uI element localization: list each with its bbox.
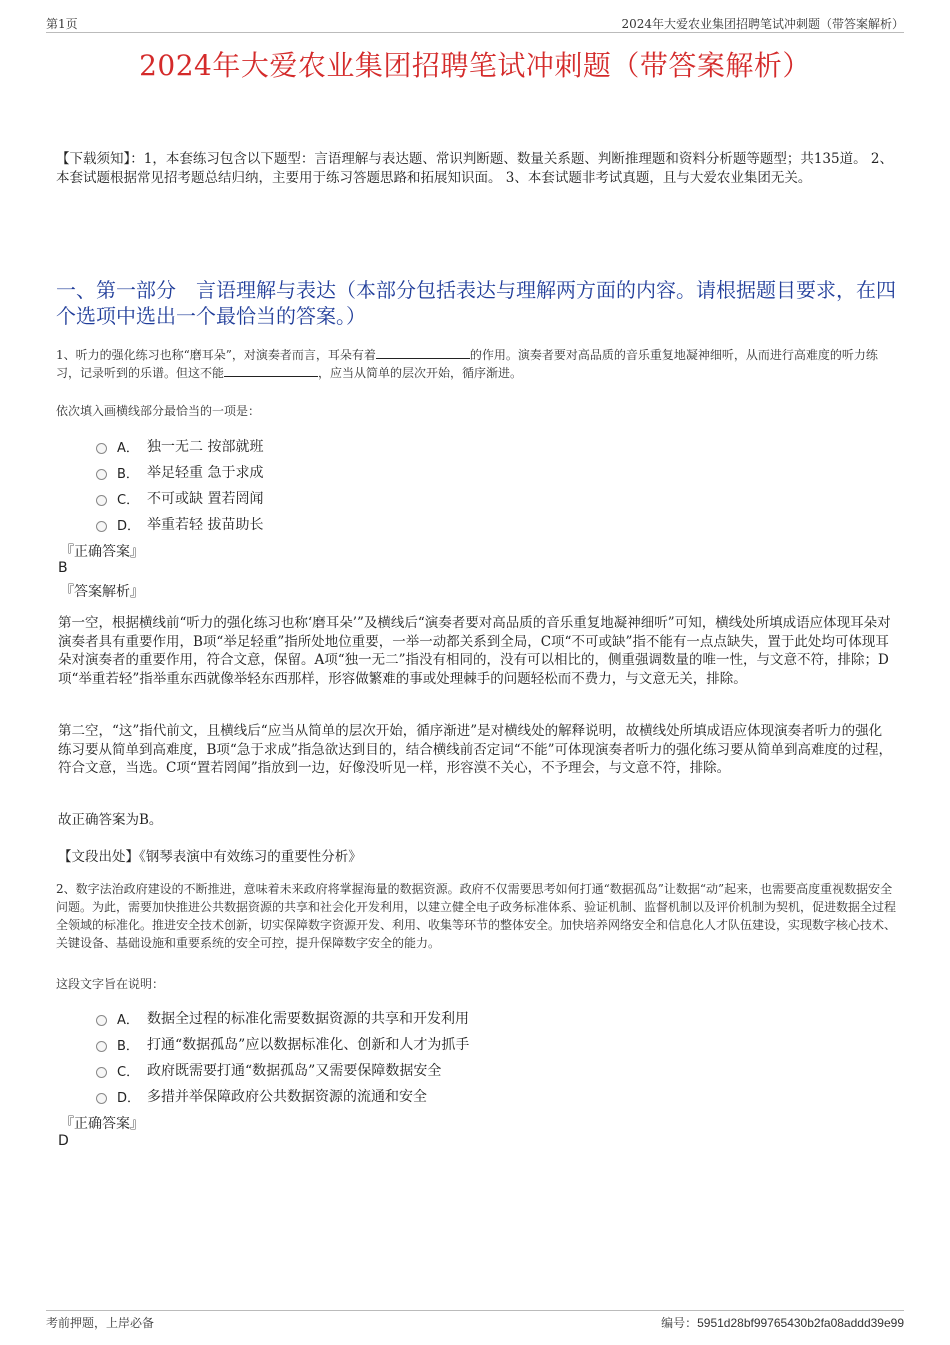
page-header xyxy=(46,14,904,33)
analysis-label: 『答案解析』 xyxy=(60,584,144,600)
radio-icon[interactable] xyxy=(96,1015,107,1026)
answer-label: 『正确答案』 xyxy=(60,1116,144,1132)
blank-1 xyxy=(376,346,470,359)
radio-icon[interactable] xyxy=(96,469,107,480)
question-1-prompt: 依次填入画横线部分最恰当的一项是： xyxy=(56,404,261,418)
radio-icon[interactable] xyxy=(96,443,107,454)
document-title: 2024年大爱农业集团招聘笔试冲刺题（带答案解析） xyxy=(139,49,811,82)
footer-divider xyxy=(46,1310,904,1311)
option-d[interactable]: D． 多措并举保障政府公共数据资源的流通和安全 xyxy=(96,1083,469,1109)
option-a[interactable]: A． 独一无二 按部就班 xyxy=(96,433,263,459)
radio-icon[interactable] xyxy=(96,1093,107,1104)
footer-slogan: 考前押题，上岸必备 xyxy=(46,1316,155,1330)
answer-label: 『正确答案』 xyxy=(60,544,144,560)
radio-icon[interactable] xyxy=(96,495,107,506)
question-1-options xyxy=(96,433,263,537)
option-c[interactable]: C． 政府既需要打通“数据孤岛”又需要保障数据安全 xyxy=(96,1057,469,1083)
source-citation: 【文段出处】《钢琴表演中有效练习的重要性分析》 xyxy=(58,849,362,865)
analysis-paragraph-2: 第二空，“这”指代前文，且横线后“应当从简单的层次开始，循序渐进”是对横线处的解释说明，故横线处所填成语应体现演奏者听力的强化练习要从简单到高难度，B项“急于求成”指急欲达到目的，结合横线前否定词“不能”可体现演奏者听力的强化练习要从简单到高难度的过程，符合文意，当选。C项“置若罔闻”指放到一边，好像没听见一样，形容漠不关心，不予理会，与文意不符，排除。 xyxy=(58,723,893,776)
option-a[interactable]: A． 数据全过程的标准化需要数据资源的共享和开发利用 xyxy=(96,1005,469,1031)
radio-icon[interactable] xyxy=(96,1041,107,1052)
answer-value: B xyxy=(58,560,68,576)
answer-value: D xyxy=(58,1133,69,1149)
download-notice: 【下载须知】：1，本套练习包含以下题型：言语理解与表达题、常识判断题、数量关系题、判断推理题和资料分析题等题型；共135道。 2、本套试题根据常见招考题总结归纳，主要用于练习答题思路和拓展知识面。 3、本套试题非考试真题，且与大爱农业集团无关。 xyxy=(56,151,893,186)
section-heading: 一、第一部分 言语理解与表达（本部分包括表达与理解两方面的内容。请根据题目要求，在四个选项中选出一个最恰当的答案。） xyxy=(56,278,896,328)
footer-code: 编号：5951d28bf99765430b2fa08addd39e99 xyxy=(661,1316,904,1330)
analysis-paragraph-1: 第一空，根据横线前“听力的强化练习也称‘磨耳朵’”及横线后“演奏者要对高品质的音乐重复地凝神细听”可知，横线处所填成语应体现耳朵对演奏者具有重要作用，B项“举足轻重”指所处地位重要，一举一动都关系到全局，C项“不可或缺”指不能有一点点缺失，置于此处均可体现耳朵对演奏者的重要作用，符合文意，保留。A项“独一无二”指没有相同的，没有可以相比的，侧重强调数量的唯一性，与文意不符，排除；D项“举重若轻”指举重东西就像举轻东西那样，形容做繁难的事或处理棘手的问题轻松而不费力，与文意无关，排除。 xyxy=(58,615,891,687)
option-d[interactable]: D． 举重若轻 拔苗助长 xyxy=(96,511,263,537)
question-2-stem: 2、数字法治政府建设的不断推进，意味着未来政府将掌握海量的数据资源。政府不仅需要思考如何打通“数据孤岛”让数据“动”起来，也需要高度重视数据安全问题。为此，需要加快推进公共数据资源的共享和社会化开发利用，以建立健全电子政务标准体系、验证机制、监督机制以及评价机制为契机，促进数据全过程全领域的标准化。推进安全技术创新，切实保障数字资源开发、利用、收集等环节的整体安全。加快培养网络安全和信息化人才队伍建设，实现数字核心技术、关键设备、基础设施和重要系统的安全可控，提升保障数字安全的能力。 xyxy=(56,882,897,950)
option-c[interactable]: C． 不可或缺 置若罔闻 xyxy=(96,485,263,511)
blank-2 xyxy=(224,364,318,377)
question-1-stem: 1、听力的强化练习也称“磨耳朵”，对演奏者而言，耳朵有着 的作用。演奏者要对高品质的音乐重复地凝神细听，从而进行高难度的听力练习，记录听到的乐谱。但这不能 ，应当从简单的层次开始，循序渐进。 xyxy=(56,348,878,380)
option-b[interactable]: B． 举足轻重 急于求成 xyxy=(96,459,263,485)
radio-icon[interactable] xyxy=(96,521,107,532)
analysis-conclusion: 故正确答案为B。 xyxy=(58,812,163,828)
option-b[interactable]: B． 打通“数据孤岛”应以数据标准化、创新和人才为抓手 xyxy=(96,1031,469,1057)
page-number: 第1页 xyxy=(46,17,78,31)
radio-icon[interactable] xyxy=(96,1067,107,1078)
question-2-prompt: 这段文字旨在说明： xyxy=(56,977,165,991)
question-2-options xyxy=(96,1005,469,1109)
header-doc-title: 2024年大爱农业集团招聘笔试冲刺题（带答案解析） xyxy=(621,17,904,31)
